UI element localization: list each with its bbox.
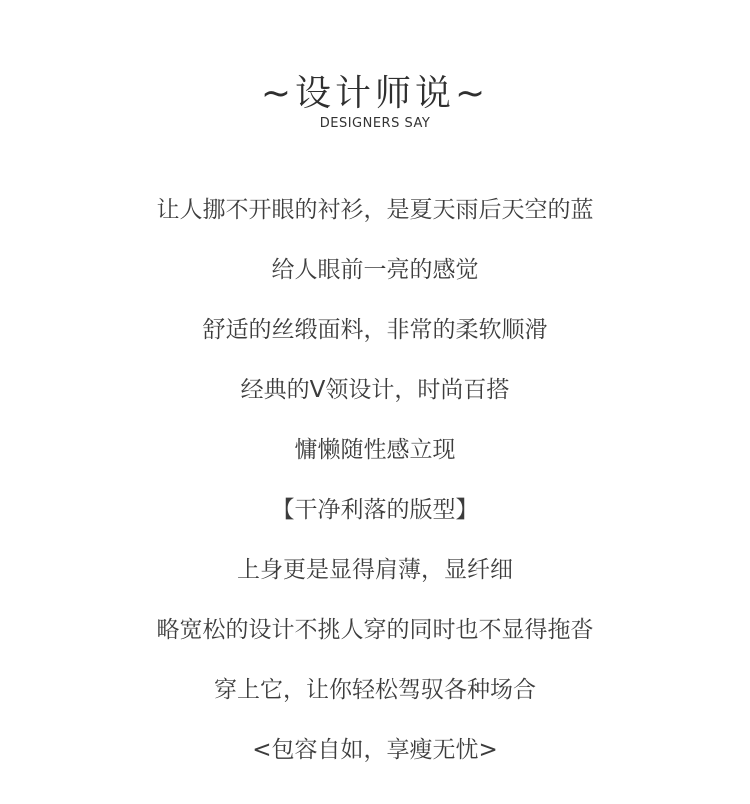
description-line: 【干净利落的版型】 <box>271 497 479 523</box>
description-text-block <box>0 192 750 792</box>
description-line: 慵懒随性感立现 <box>294 437 456 463</box>
description-line: 给人眼前一亮的感觉 <box>271 257 479 283</box>
description-line: 略宽松的设计不挑人穿的同时也不显得拖沓 <box>156 617 594 643</box>
description-line: <包容自如，享瘦无忧> <box>252 737 498 763</box>
section-subtitle: DESIGNERS SAY <box>319 116 431 131</box>
section-title: ~设计师说~ <box>260 73 490 114</box>
description-line: 经典的V领设计，时尚百搭 <box>240 377 510 403</box>
description-line: 让人挪不开眼的衬衫，是夏天雨后天空的蓝 <box>156 197 594 223</box>
description-line: 舒适的丝缎面料，非常的柔软顺滑 <box>202 317 548 343</box>
section-header <box>0 72 750 132</box>
description-line: 上身更是显得肩薄，显纤细 <box>237 557 513 583</box>
description-line: 穿上它，让你轻松驾驭各种场合 <box>214 677 536 703</box>
